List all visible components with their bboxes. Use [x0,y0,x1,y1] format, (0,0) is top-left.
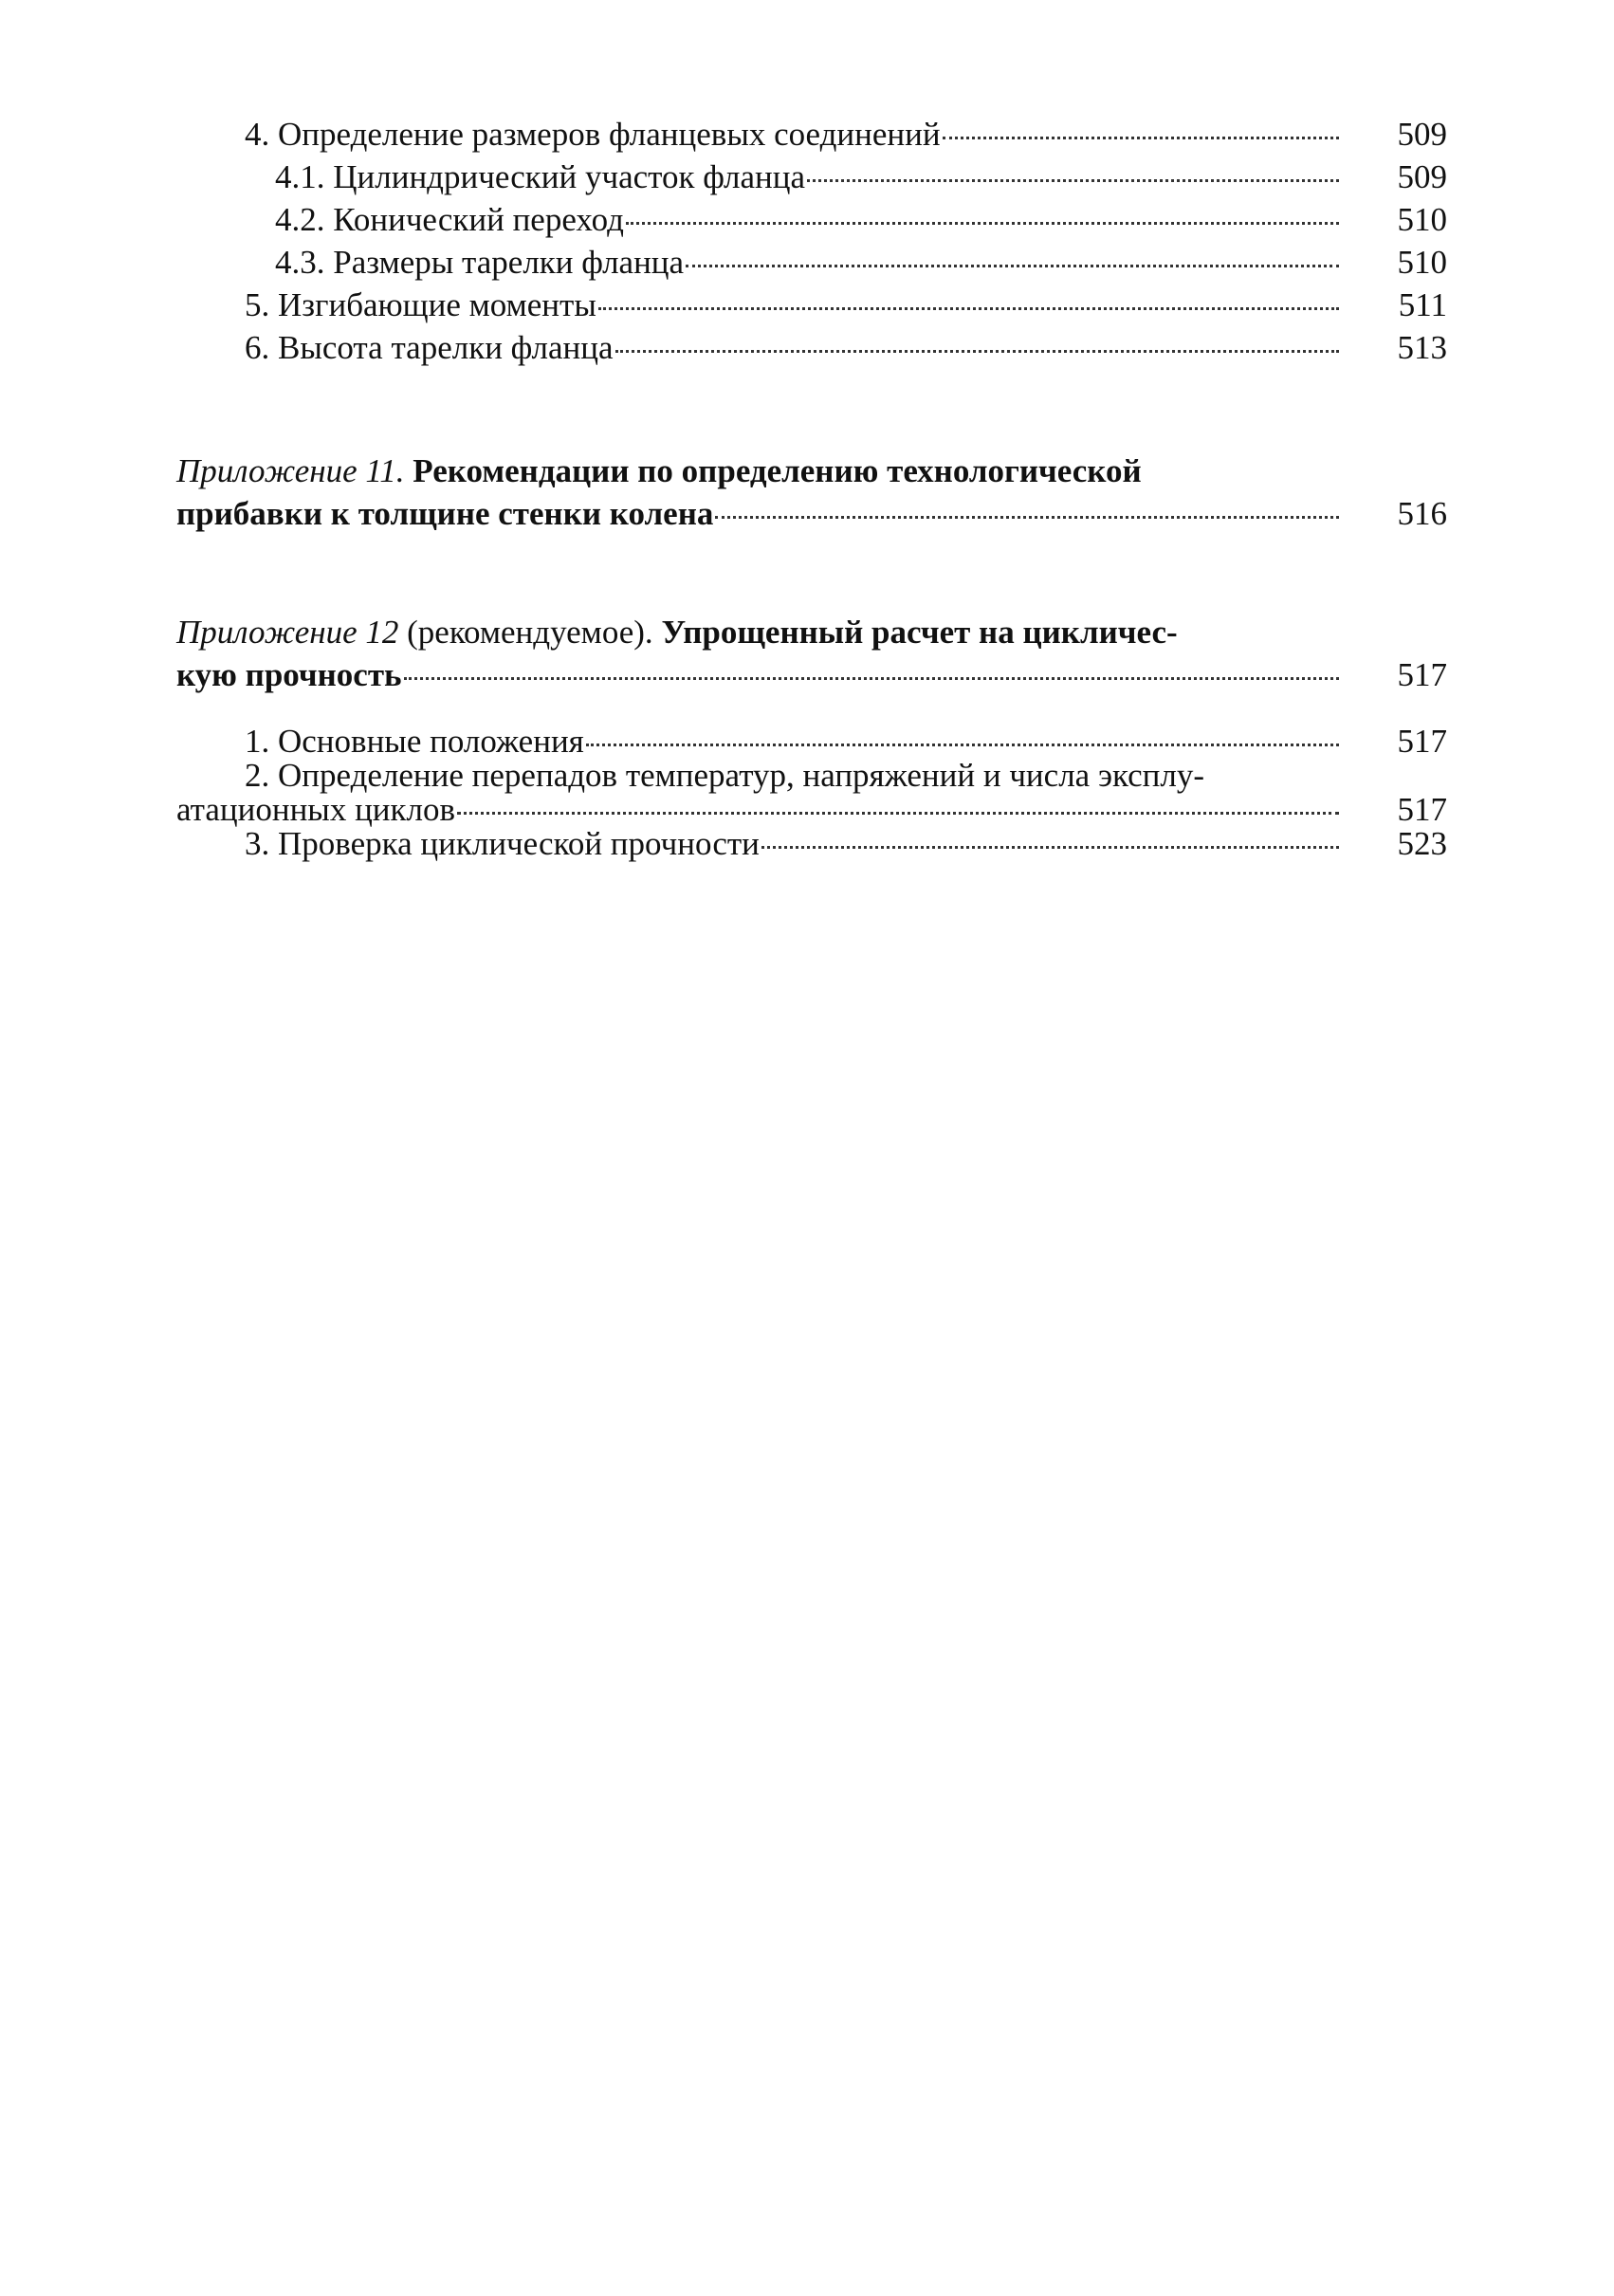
toc-entry-4-text: 4. Определение размеров фланцевых соединений [245,116,941,153]
appendix-11-label: Приложение 11. [176,452,405,489]
appendix-12-title-line1: Упрощенный расчет на цикличес- [661,614,1178,651]
toc-leader [598,307,1339,310]
toc-entry-4-3-text: 4.3. Размеры тарелки фланца [275,244,685,281]
toc-entry-4 [245,114,1447,156]
appendix-11-title-line-1 [176,450,1447,492]
appendix-12-item-3-page: 523 [1397,825,1447,862]
toc-entry-4-1-page: 509 [1397,158,1447,195]
toc-leader [761,846,1339,849]
toc-leader [615,350,1340,353]
toc-entry-4-2-page: 510 [1397,201,1447,238]
appendix-12-label: Приложение 12 [176,614,399,651]
appendix-12-item-2-text-line2: атационных циклов [176,791,456,828]
appendix-11-title-line1: Рекомендации по определению технологической [413,452,1142,489]
toc-entry-6 [245,327,1447,369]
appendix-11-entry [176,493,1447,535]
appendix-12-title-line2: кую прочность [176,656,402,693]
toc-leader [807,179,1339,182]
appendix-12-item-3-text: 3. Проверка циклической прочности [245,825,760,862]
toc-entry-4-page: 509 [1397,116,1447,153]
appendix-12-qualifier: (рекомендуемое). [407,614,653,651]
toc-leader [404,677,1339,680]
toc-entry-4-3-page: 510 [1397,244,1447,281]
appendix-12-page: 517 [1397,656,1447,693]
toc-entry-5-text: 5. Изгибающие моменты [245,286,596,323]
toc-leader [715,516,1339,519]
appendix-12-item-2-text-line1: 2. Определение перепадов температур, напряжений и числа эксплу- [245,757,1204,794]
toc-entry-4-2-text: 4.2. Конический переход [275,201,624,238]
appendix-12-title-line-1 [176,612,1447,653]
toc-leader [457,812,1339,815]
toc-entry-4-1 [275,156,1447,198]
toc-leader [686,265,1339,267]
appendix-11-page: 516 [1397,495,1447,532]
appendix-12-item-3 [245,823,1447,865]
toc-leader [626,222,1339,225]
appendix-12-item-2-page: 517 [1397,791,1447,828]
toc-entry-4-3 [275,242,1447,284]
toc-entry-6-text: 6. Высота тарелки фланца [245,329,614,366]
appendix-11-title-line2: прибавки к толщине стенки колена [176,495,714,532]
toc-leader [943,137,1339,139]
toc-entry-5 [245,285,1447,326]
toc-leader [586,744,1339,746]
toc-entry-4-1-text: 4.1. Цилиндрический участок фланца [275,158,806,195]
toc-entry-5-page: 511 [1398,286,1447,323]
toc-entry-6-page: 513 [1397,329,1447,366]
appendix-12-item-1-page: 517 [1397,723,1447,760]
appendix-12-entry [176,654,1447,696]
appendix-12-item-1-text: 1. Основные положения [245,723,584,760]
toc-entry-4-2 [275,199,1447,241]
